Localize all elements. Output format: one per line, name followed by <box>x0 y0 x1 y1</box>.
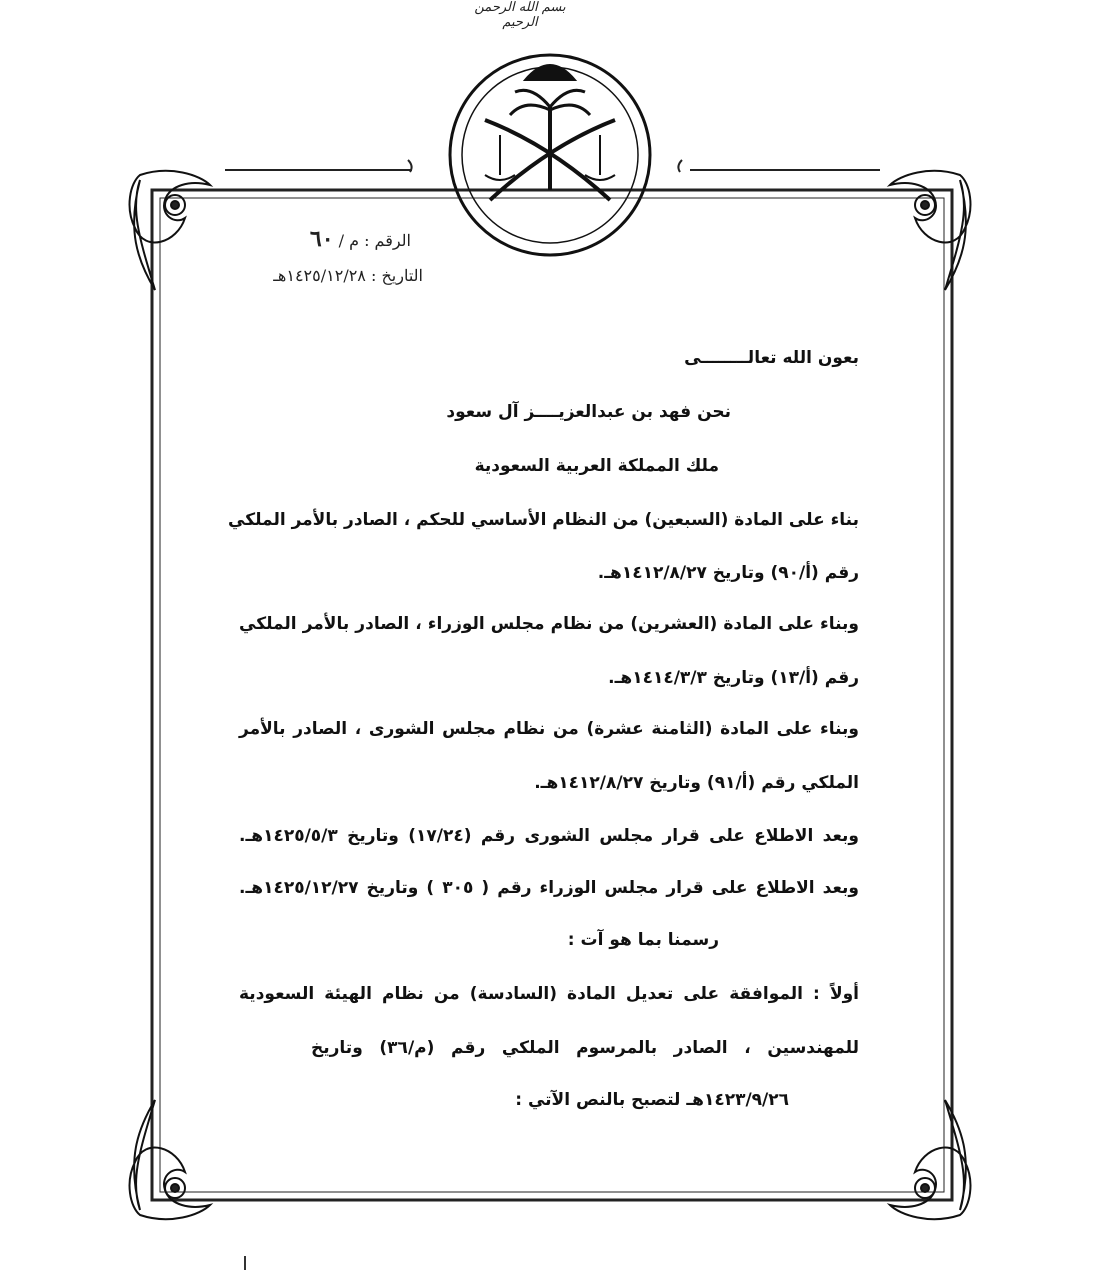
article-first-line2: للمهندسين ، الصادر بالمرسوم الملكي رقم (م/٣٦) وتاريخ <box>311 1038 859 1058</box>
reference-number-label: الرقم : م / <box>338 231 411 250</box>
title-line: ملك المملكة العربية السعودية <box>474 456 719 476</box>
decree-line: رسمنا بما هو آت : <box>567 930 719 950</box>
issuer-line: نحن فهد بن عبدالعزيــــز آل سعود <box>446 402 731 422</box>
basmala: بسم الله الرحمن الرحيم <box>474 0 566 30</box>
article-first-line3: ١٤٢٣/٩/٢٦هـ لتصبح بالنص الآتي : <box>515 1090 789 1110</box>
opening-line: بعون الله تعالــــــــى <box>684 348 859 368</box>
article-first-line1: أولاً : الموافقة على تعديل المادة (السادسة) من نظام الهيئة السعودية <box>239 984 859 1004</box>
para1-line2: رقم (أ/٩٠) وتاريخ ١٤١٢/٨/٢٧هـ. <box>597 563 859 583</box>
page-mark <box>244 1256 246 1270</box>
para2-line2: رقم (أ/١٣) وتاريخ ١٤١٤/٣/٣هـ. <box>608 668 859 688</box>
para2-line1: وبناء على المادة (العشرين) من نظام مجلس الوزراء ، الصادر بالأمر الملكي <box>239 614 859 634</box>
reference-date-value: ١٤٢٥/١٢/٢٨هـ <box>273 266 366 285</box>
reference-number <box>310 226 411 252</box>
para1-line1: بناء على المادة (السبعين) من النظام الأساسي للحكم ، الصادر بالأمر الملكي <box>228 510 859 530</box>
para3-line1: وبناء على المادة (الثامنة عشرة) من نظام مجلس الشورى ، الصادر بالأمر <box>239 719 859 739</box>
reference-number-value: ٦٠ <box>309 226 334 252</box>
reference-date <box>273 266 423 285</box>
para4-line: وبعد الاطلاع على قرار مجلس الشورى رقم (١٧/٢٤) وتاريخ ١٤٢٥/٥/٣هـ. <box>239 826 859 846</box>
saudi-emblem-seal <box>430 25 670 265</box>
para5-line: وبعد الاطلاع على قرار مجلس الوزراء رقم ( ٣٠٥ ) وتاريخ ١٤٢٥/١٢/٢٧هـ. <box>239 878 859 898</box>
para3-line2: الملكي رقم (أ/٩١) وتاريخ ١٤١٢/٨/٢٧هـ. <box>534 773 859 793</box>
reference-date-label: التاريخ : <box>370 266 423 285</box>
